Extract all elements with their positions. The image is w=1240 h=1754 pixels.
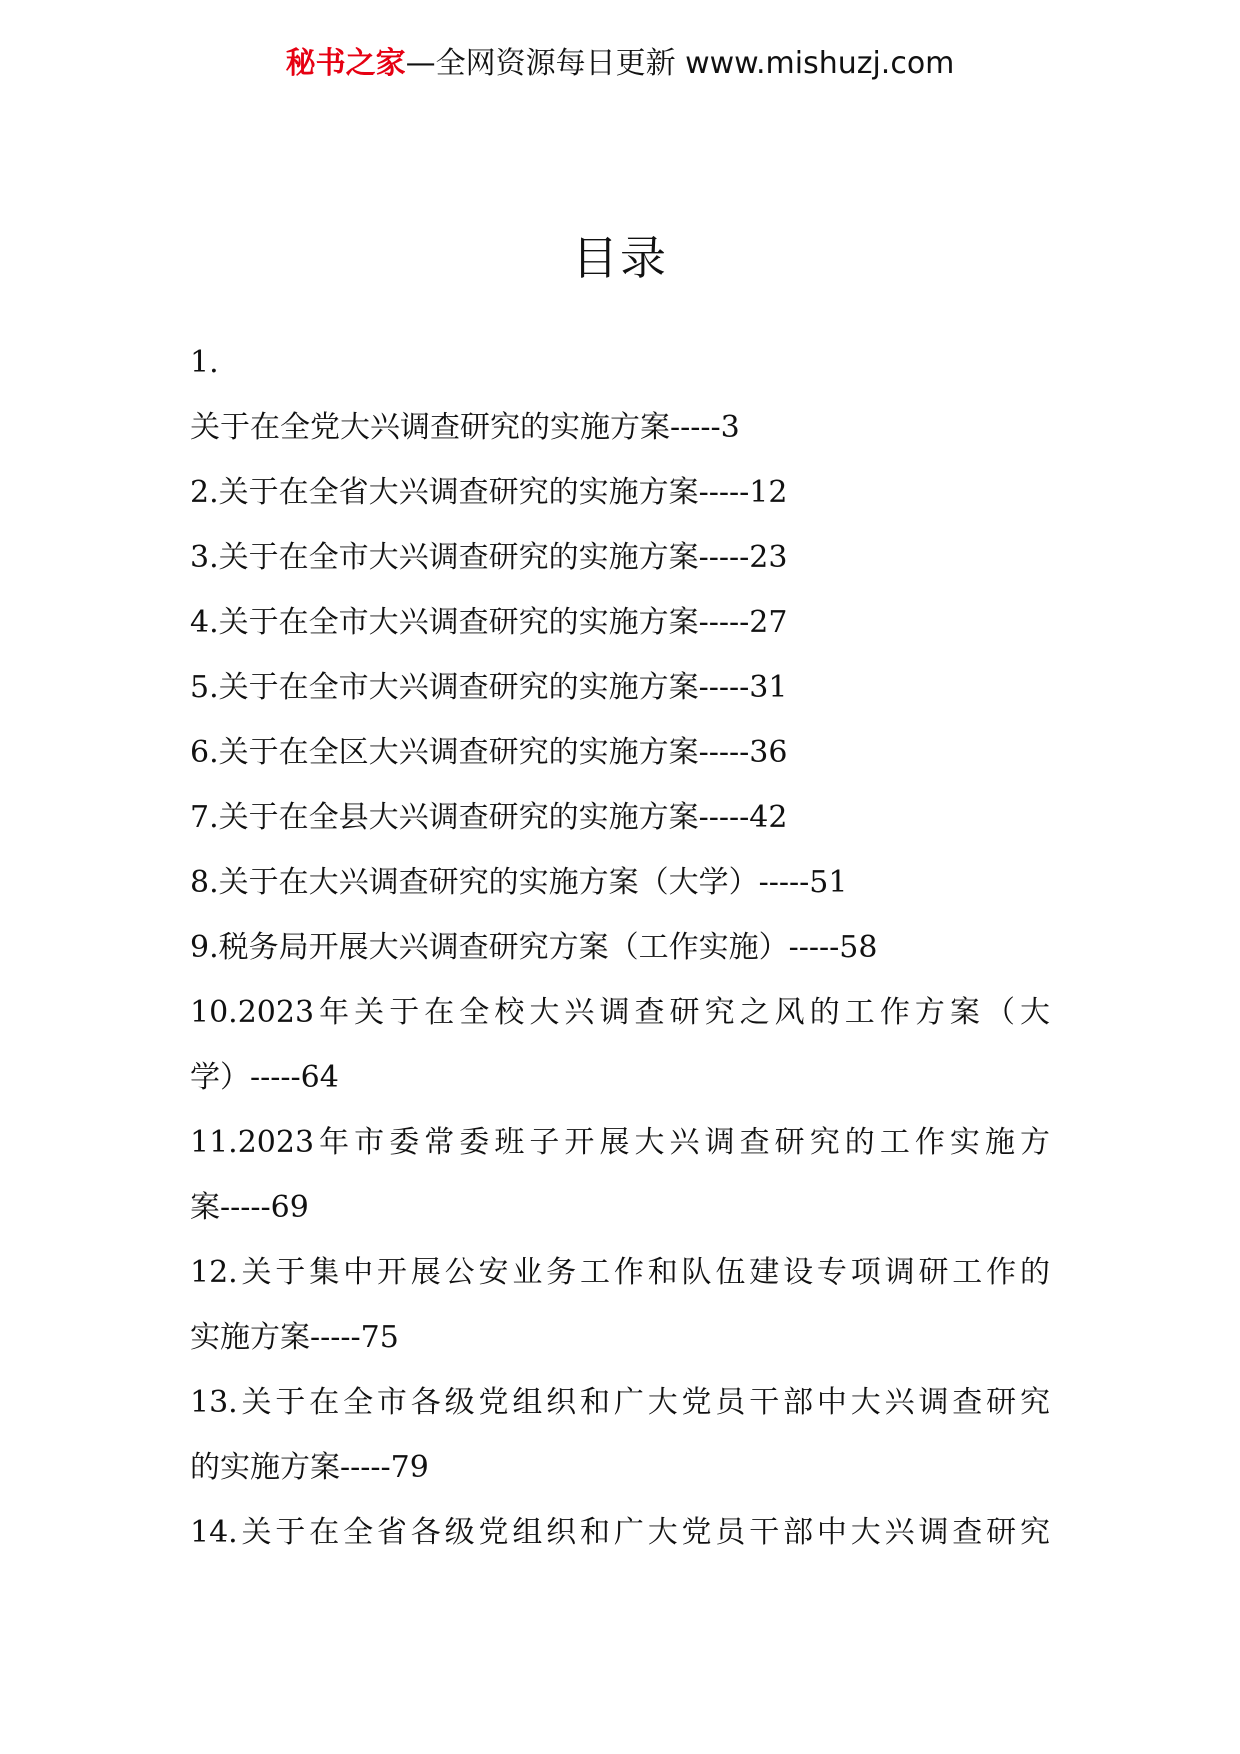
toc-entry-line: 4.关于在全市大兴调查研究的实施方案-----27 [190, 605, 788, 640]
table-of-contents [190, 330, 1050, 1565]
toc-entry-line: 5.关于在全市大兴调查研究的实施方案-----31 [190, 670, 788, 705]
toc-entry-line: 3.关于在全市大兴调查研究的实施方案-----23 [190, 540, 788, 575]
toc-entry-13 [190, 1370, 1050, 1500]
toc-entry-12 [190, 1240, 1050, 1370]
toc-entry-line: 12.关于集中开展公安业务工作和队伍建设专项调研工作的 [190, 1255, 1050, 1290]
toc-entry-line: 8.关于在大兴调查研究的实施方案（大学）-----51 [190, 865, 848, 900]
toc-entry-line: 13.关于在全市各级党组织和广大党员干部中大兴调查研究 [190, 1385, 1050, 1420]
toc-entry-14 [190, 1500, 1050, 1565]
toc-entry-line: 关于在全党大兴调查研究的实施方案-----3 [190, 410, 740, 445]
toc-entry-1 [190, 330, 1050, 460]
toc-entry-7 [190, 785, 1050, 850]
toc-entry-11 [190, 1110, 1050, 1240]
toc-entry-line: 案-----69 [190, 1190, 309, 1225]
toc-entry-line: 2.关于在全省大兴调查研究的实施方案-----12 [190, 475, 788, 510]
toc-entry-5 [190, 655, 1050, 720]
toc-entry-line: 7.关于在全县大兴调查研究的实施方案-----42 [190, 800, 788, 835]
toc-entry-line: 6.关于在全区大兴调查研究的实施方案-----36 [190, 735, 788, 770]
toc-entry-line: 实施方案-----75 [190, 1320, 399, 1355]
page-title: 目录 [572, 231, 668, 285]
toc-entry-10 [190, 980, 1050, 1110]
header-brand: 秘书之家 [285, 46, 406, 81]
toc-entry-line: 10.2023年关于在全校大兴调查研究之风的工作方案（大 [190, 995, 1050, 1030]
toc-entry-line: 1. [190, 345, 219, 380]
header-tagline: —全网资源每日更新 www.mishuzj.com [405, 46, 955, 81]
toc-entry-4 [190, 590, 1050, 655]
toc-entry-9 [190, 915, 1050, 980]
toc-entry-8 [190, 850, 1050, 915]
toc-entry-3 [190, 525, 1050, 590]
page-header [0, 44, 1240, 84]
toc-entry-line: 9.税务局开展大兴调查研究方案（工作实施）-----58 [190, 930, 878, 965]
toc-entry-6 [190, 720, 1050, 785]
toc-entry-2 [190, 460, 1050, 525]
toc-entry-line: 的实施方案-----79 [190, 1450, 429, 1485]
toc-entry-line: 11.2023年市委常委班子开展大兴调查研究的工作实施方 [190, 1125, 1050, 1160]
toc-entry-line: 14.关于在全省各级党组织和广大党员干部中大兴调查研究 [190, 1515, 1050, 1550]
toc-entry-line: 学）-----64 [190, 1060, 339, 1095]
